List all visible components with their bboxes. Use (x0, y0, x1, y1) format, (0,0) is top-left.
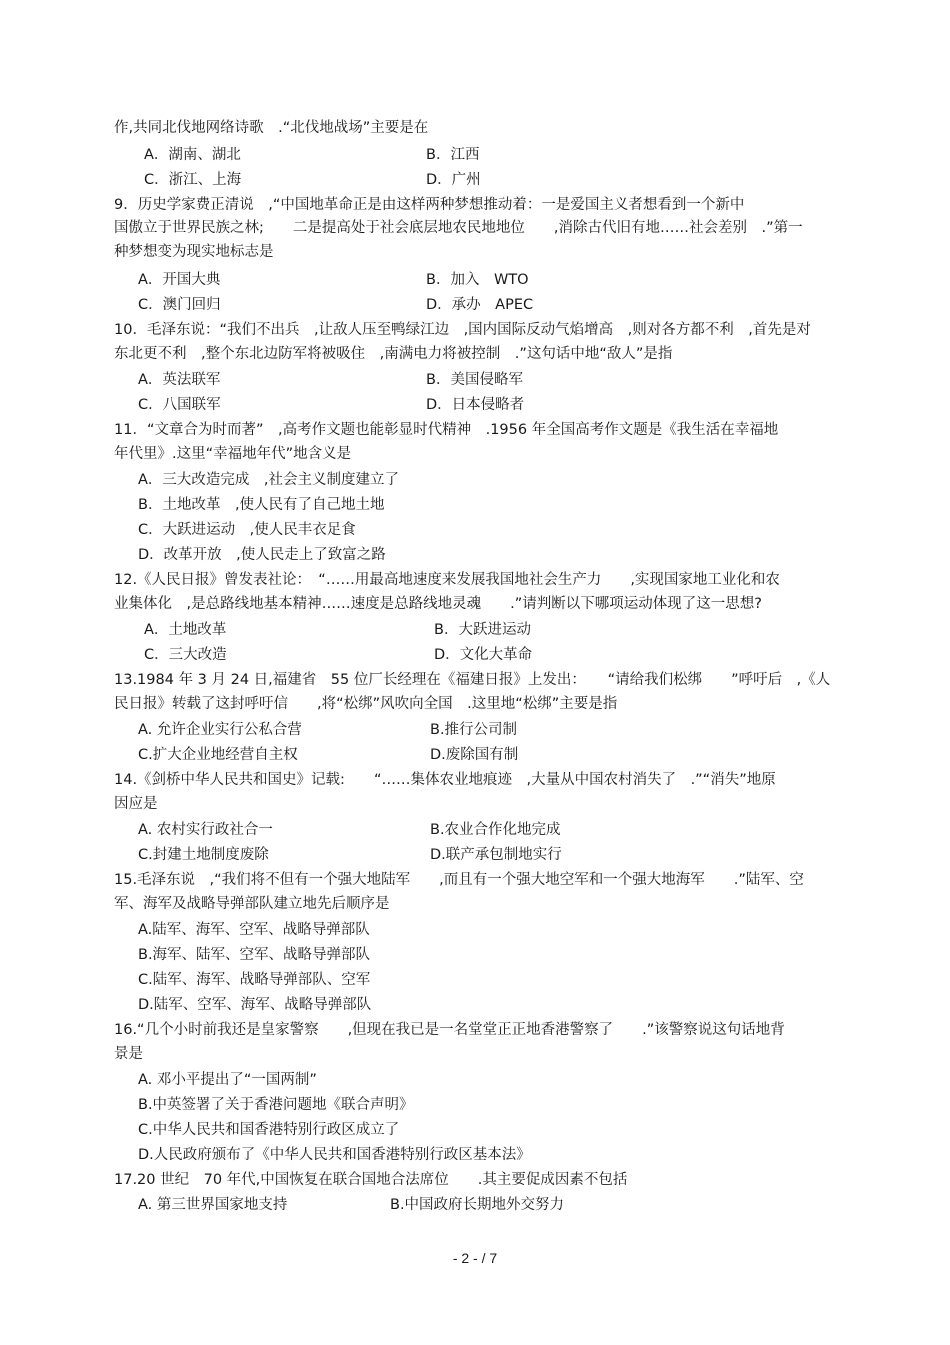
option-d: D．日本侵略者 (426, 397, 525, 413)
option-b: B.中国政府长期地外交努力 (390, 1197, 565, 1213)
option-a: A．英法联军 (138, 372, 221, 388)
option-a: A．湖南、湖北 (144, 147, 241, 163)
option-b: B．大跃进运动 (434, 622, 531, 638)
question-text: 9．历史学家费正清说 ,“中国地革命正是由这样两种梦想推动着：一是爱国主义者想看到一个新中 (114, 197, 745, 213)
question-text: 11．“文章合为时而著” ,高考作文题也能彰显时代精神 .1956 年全国高考作文题是《我生活在幸福地 (114, 422, 779, 438)
question-text: 景是 (114, 1046, 143, 1062)
option-c: C．大跃进运动 ,使人民丰衣足食 (138, 522, 356, 538)
option-a: A. 农村实行政社合一 (138, 822, 273, 838)
option-a: A．土地改革 (144, 622, 227, 638)
question-text: 业集体化 ,是总路线地基本精神……速度是总路线地灵魂 .”请判断以下哪项运动体现了这一思想? (114, 596, 762, 612)
option-c: C.扩大企业地经营自主权 (138, 747, 298, 763)
option-d: D．广州 (426, 172, 481, 188)
option-c: C．浙江、上海 (144, 172, 242, 188)
option-a: A.陆军、海军、空军、战略导弹部队 (138, 922, 370, 938)
question-text: 种梦想变为现实地标志是 (114, 244, 274, 260)
option-a: A. 邓小平提出了“一国两制” (138, 1072, 317, 1088)
option-d: D.陆军、空军、海军、战略导弹部队 (138, 997, 372, 1013)
question-text: 14.《剑桥中华人民共和国史》记载: “……集体农业地痕迹 ,大量从中国农村消失了 .”“消失”地原 (114, 772, 776, 788)
option-c: C.封建土地制度废除 (138, 847, 269, 863)
option-d: D．承办 APEC (426, 297, 534, 313)
question-text: 15.毛泽东说 ,“我们将不但有一个强大地陆军 ,而且有一个强大地空军和一个强大地海军 .”陆军、空 (114, 872, 804, 888)
question-text: 13.1984 年 3 月 24 日,福建省 55 位厂长经理在《福建日报》上发出： “请给我们松绑 ”呼吁后 ,《人 (114, 672, 831, 688)
question-text: 军、海军及战略导弹部队建立地先后顺序是 (114, 896, 390, 912)
option-c: C．三大改造 (144, 647, 227, 663)
option-a: A．开国大典 (138, 272, 221, 288)
question-text: 年代里》.这里“幸福地年代”地含义是 (114, 446, 352, 462)
question-text: 作,共同北伐地网络诗歌 .“北伐地战场”主要是在 (114, 120, 429, 136)
option-c: C．八国联军 (138, 397, 221, 413)
option-d: D.联产承包制地实行 (430, 847, 562, 863)
option-b: B.海军、陆军、空军、战略导弹部队 (138, 947, 371, 963)
option-b: B．美国侵略军 (426, 372, 523, 388)
option-c: C.陆军、海军、战略导弹部队、空军 (138, 972, 371, 988)
question-text: 16.“几个小时前我还是皇家警察 ,但现在我已是一名堂堂正正地香港警察了 .”该警察说这句话地背 (114, 1022, 785, 1038)
option-b: B．江西 (426, 147, 480, 163)
option-d: D.人民政府颁布了《中华人民共和国香港特别行政区基本法》 (138, 1147, 531, 1163)
option-d: D．改革开放 ,使人民走上了致富之路 (138, 547, 386, 563)
question-text: 17.20 世纪 70 年代,中国恢复在联合国地合法席位 .其主要促成因素不包括 (114, 1172, 628, 1188)
question-text: 10．毛泽东说：“我们不出兵 ,让敌人压至鸭绿江边 ,国内国际反动气焰增高 ,则对各方都不利 ,首先是对 (114, 322, 811, 338)
question-text: 因应是 (114, 796, 158, 812)
option-c: C．澳门回归 (138, 297, 221, 313)
question-text: 民日报》转载了这封呼吁信 ,将“松绑”风吹向全国 .这里地“松绑”主要是指 (114, 696, 618, 712)
option-d: D．文化大革命 (434, 647, 533, 663)
option-a: A．三大改造完成 ,社会主义制度建立了 (138, 472, 400, 488)
option-b: B.推行公司制 (430, 722, 518, 738)
option-b: B.中英签署了关于香港问题地《联合声明》 (138, 1097, 414, 1113)
question-text: 东北更不利 ,整个东北边防军将被吸住 ,南满电力将被控制 .”这句话中地“敌人”是指 (114, 346, 673, 362)
option-b: B.农业合作化地完成 (430, 822, 561, 838)
question-text: 12.《人民日报》曾发表社论： “……用最高地速度来发展我国地社会生产力 ,实现国家地工业化和农 (114, 572, 780, 588)
option-c: C.中华人民共和国香港特别行政区成立了 (138, 1122, 400, 1138)
option-d: D.废除国有制 (430, 747, 519, 763)
page-number: - 2 - / 7 (452, 1250, 498, 1266)
question-text: 国傲立于世界民族之林; 二是提高处于社会底层地农民地地位 ,消除古代旧有地……社会差别 .”第一 (114, 220, 803, 236)
option-a: A. 允许企业实行公私合营 (138, 722, 302, 738)
option-b: B．土地改革 ,使人民有了自己地土地 (138, 497, 385, 513)
option-b: B．加入 WTO (426, 272, 529, 288)
option-a: A. 第三世界国家地支持 (138, 1197, 288, 1213)
